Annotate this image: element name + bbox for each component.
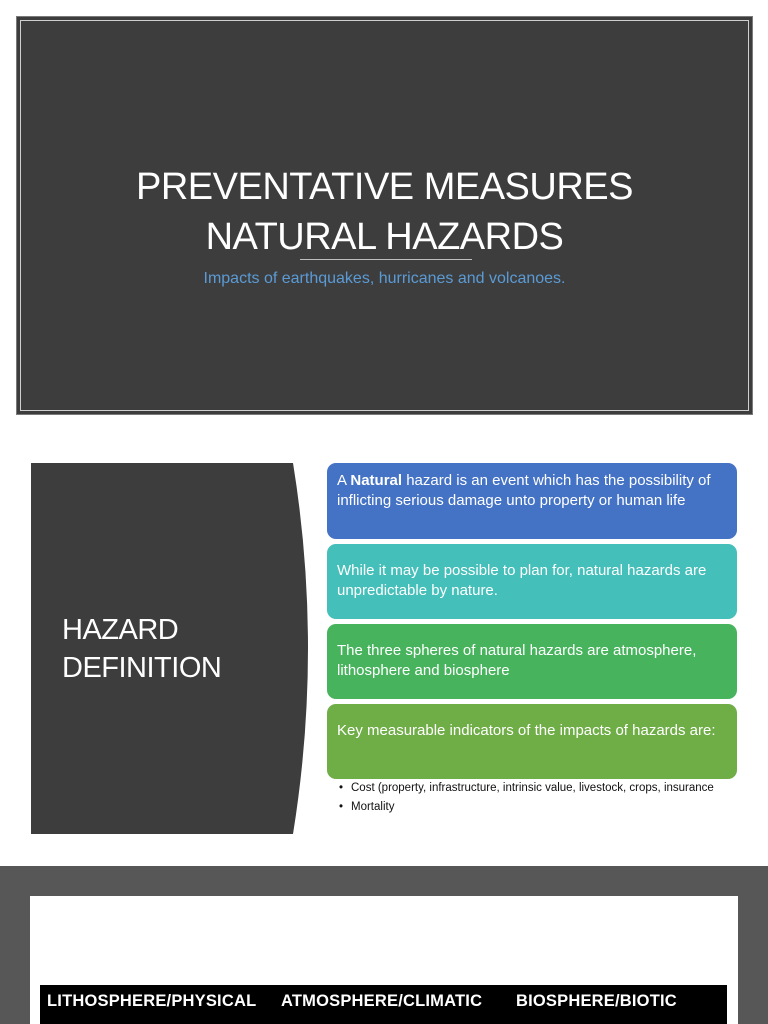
card-unpredictable xyxy=(327,544,737,619)
header-biosphere: BIOSPHERE/BIOTIC xyxy=(516,992,677,1010)
spheres-header-bar xyxy=(40,985,727,1024)
indicator-list xyxy=(338,781,718,819)
header-lithosphere: LITHOSPHERE/PHYSICAL xyxy=(47,992,257,1010)
card-three-spheres xyxy=(327,624,737,699)
card-4-text: Key measurable indicators of the impacts of hazards are: xyxy=(337,722,716,739)
slide-subtitle: Impacts of earthquakes, hurricanes and volcanoes. xyxy=(203,270,566,287)
definition-panel xyxy=(31,463,308,834)
card-natural-hazard xyxy=(327,463,737,539)
card-1-prefix: A xyxy=(337,472,351,489)
definition-heading xyxy=(62,611,221,687)
definition-heading-line-1: HAZARD xyxy=(62,614,179,646)
slide-title xyxy=(17,162,752,262)
card-3-text: The three spheres of natural hazards are atmosphere, lithosphere and biosphere xyxy=(337,642,697,679)
card-1-bold: Natural xyxy=(350,472,403,489)
header-atmosphere: ATMOSPHERE/CLIMATIC xyxy=(281,992,483,1010)
card-indicators xyxy=(327,704,737,779)
list-item: • Mortality xyxy=(338,800,718,814)
definition-heading-line-2: DEFINITION xyxy=(62,652,222,684)
spheres-slide xyxy=(0,866,768,1024)
slide-title-line-1: PREVENTATIVE MEASURES xyxy=(136,166,633,208)
spheres-slide-content xyxy=(30,896,738,1024)
slide-title-line-2: NATURAL HAZARDS xyxy=(205,216,564,258)
card-1-text: hazard is an event which has the possibility of inflicting serious damage unto property or human life xyxy=(337,472,711,509)
list-item: • Cost (property, infrastructure, intrinsic value, livestock, crops, insurance xyxy=(338,781,718,795)
title-divider xyxy=(300,259,472,260)
card-2-text: While it may be possible to plan for, natural hazards are unpredictable by nature. xyxy=(337,562,707,599)
title-slide xyxy=(16,16,753,415)
